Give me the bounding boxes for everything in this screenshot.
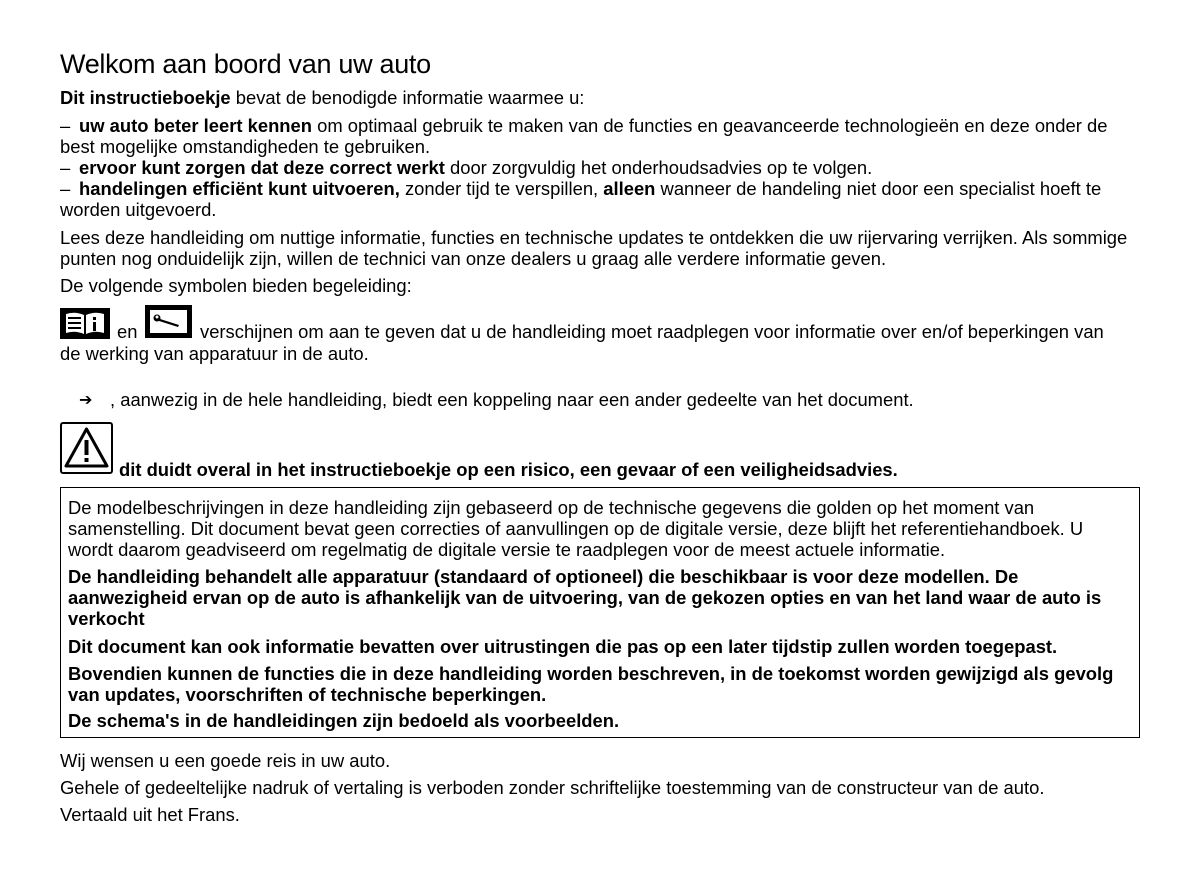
warning-text: dit duidt overal in het instructieboekje op een risico, een gevaar of een veiligheidsadvies. (119, 459, 898, 480)
bullet-3-text: zonder tijd te verspillen, (399, 178, 604, 199)
bullet-dash: – (60, 157, 71, 178)
symbols-text: verschijnen om aan te geven dat u de handleiding moet raadplegen voor informatie over en/of beperkingen van (200, 321, 1104, 342)
intro-bold: Dit instructieboekje (60, 87, 231, 108)
bullet-item-2 (60, 157, 1145, 178)
bullet-3-bold: handelingen efficiënt kunt uitvoeren, (79, 178, 400, 199)
symbols-text-continued: de werking van apparatuur in de auto. (60, 343, 369, 364)
bullet-2-bold: ervoor kunt zorgen dat deze correct werkt (79, 157, 445, 178)
bullet-item-1 (60, 115, 1145, 157)
arrow-icon: ➔ (79, 390, 93, 409)
notice-paragraph-2: De handleiding behandelt alle apparatuur (standaard of optioneel) die beschikbaar is voor deze modellen. De aanwezigheid ervan op de auto is afhankelijk van de uitvoering, van de gekozen opties en van het land waar de auto is verkocht (68, 566, 1102, 629)
bullet-dash: – (60, 115, 71, 136)
bullet-dash: – (60, 178, 71, 199)
book-icon (60, 308, 110, 339)
page-title: Welkom aan boord van uw auto (60, 49, 431, 79)
wrench-icon (145, 305, 192, 338)
notice-paragraph-3: Dit document kan ook informatie bevatten over uitrustingen die pas op een later tijdstip zullen worden toegepast. (68, 636, 1058, 657)
symbols-connector: en (117, 321, 138, 342)
notice-paragraph-4: Bovendien kunnen de functies die in deze handleiding worden beschreven, in de toekomst worden gewijzigd als gevolg van updates, voorschriften of technische beperkingen. (68, 663, 1114, 705)
translation-note: Vertaald uit het Frans. (60, 804, 240, 825)
notice-paragraph-5: De schema's in de handleidingen zijn bedoeld als voorbeelden. (68, 710, 620, 731)
closing-wish: Wij wensen u een goede reis in uw auto. (60, 750, 391, 771)
arrow-text: , aanwezig in de hele handleiding, biedt een koppeling naar een ander gedeelte van het document. (110, 389, 914, 410)
notice-box (60, 487, 1140, 738)
read-paragraph: Lees deze handleiding om nuttige informatie, functies en technische updates te ontdekken die uw rijervaring verrijken. Als sommige punten nog onduidelijk zijn, willen de technici van onze dealers u graag alle verdere informatie geven. (60, 227, 1128, 269)
bullet-2-text: door zorgvuldig het onderhoudsadvies op te volgen. (444, 157, 873, 178)
copyright-notice: Gehele of gedeeltelijke nadruk of vertaling is verboden zonder schriftelijke toestemming van de constructeur van de auto. (60, 777, 1045, 798)
symbols-intro: De volgende symbolen bieden begeleiding: (60, 275, 412, 296)
bullet-3-bold-2: alleen (603, 178, 656, 199)
bullet-1-text: om optimaal gebruik te maken van de functies en geavanceerde technologieën en deze onder de best mogelijke omstandigheden te gebruiken. (60, 115, 1108, 157)
intro-paragraph (60, 87, 1145, 108)
bullet-3-text-2: wanneer de handeling niet door een specialist hoeft te worden uitgevoerd. (60, 178, 1102, 220)
bullet-1-bold: uw auto beter leert kennen (79, 115, 312, 136)
bullet-item-3 (60, 178, 1145, 220)
intro-text: bevat de benodigde informatie waarmee u: (230, 87, 585, 108)
warning-icon (60, 422, 113, 474)
notice-paragraph-1: De modelbeschrijvingen in deze handleiding zijn gebaseerd op de technische gegevens die golden op het moment van samenstelling. Dit document bevat geen correcties of aanvullingen op de digitale versie, deze blijft het referentiehandboek. U wordt daarom geadviseerd om regelmatig de digitale versie te raadplegen voor de meest actuele informatie. (68, 497, 1084, 560)
